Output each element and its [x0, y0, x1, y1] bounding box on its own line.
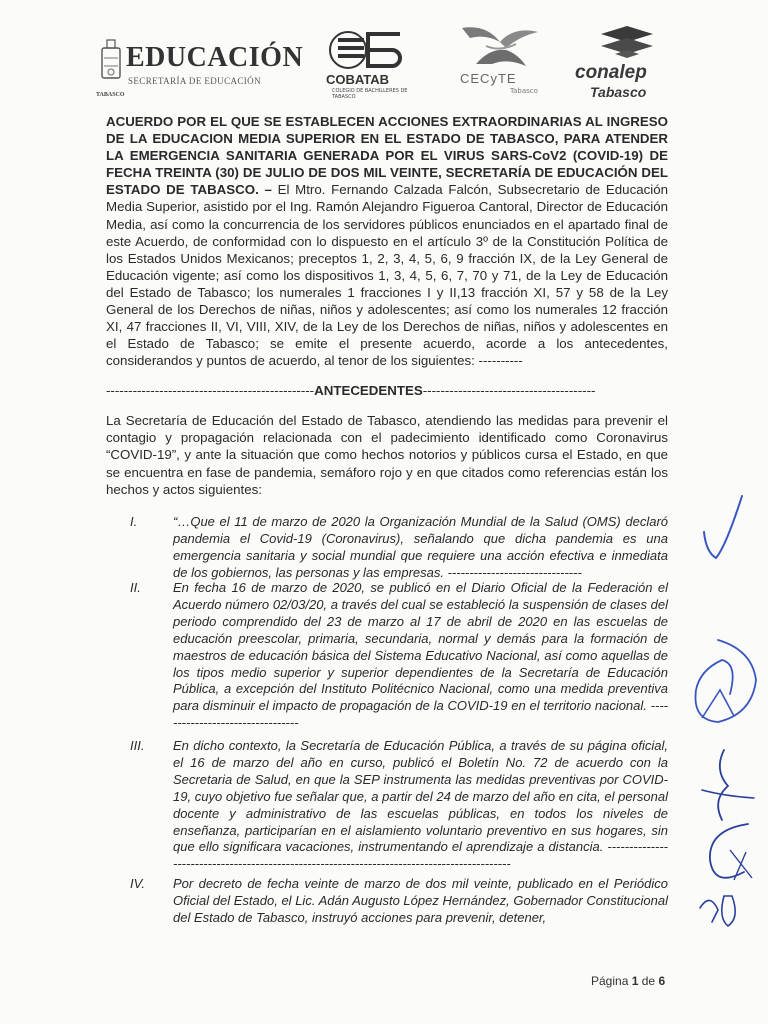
- cecyte-name: CECyTE: [460, 71, 517, 86]
- intro-paragraph: [106, 113, 668, 369]
- item-text: En fecha 16 de marzo de 2020, se publicó en el Diario Oficial de la Federación el Acuerdo número 02/03/20, a través del cual se estableció la suspensión de clases del periodo comprendido del 23 de marzo al 17 de abril de 2020 en las escuelas de educación preescolar, primaria, secundaria, normal y demás para la formación de maestros de educación básica del Sistema Educativo Nacional, así como aquellas de los tipos medio superior y superior dependientes de la Secretaría de Educación Pública, a excepción del Instituto Politécnico Nacional, como una medida preventiva para disminuir el impacto de propagación de la COVID-19 en el territorio nacional. ---------------------------------: [173, 580, 668, 731]
- signature-initials-top: [696, 488, 756, 568]
- signature-mid: [672, 630, 768, 730]
- conalep-name: conalep: [575, 62, 647, 83]
- item-text: Por decreto de fecha veinte de marzo de dos mil veinte, publicado en el Periódico Oficial del Estado, el Lic. Adán Augusto López Hernández, Gobernador Constitucional del Estado de Tabasco, instruyó acciones para prevenir, detener,: [173, 876, 668, 925]
- cobatab-logo: [324, 30, 408, 102]
- item-numeral: I.: [130, 514, 138, 529]
- educacion-state: TABASCO: [96, 92, 125, 98]
- tabasco-shield-icon: [100, 38, 122, 84]
- cobatab-tagline: COLEGIO DE BACHILLERES DE TABASCO: [332, 88, 408, 100]
- conalep-logo: [571, 24, 686, 106]
- item-numeral: III.: [130, 738, 145, 753]
- cobatab-name: COBATAB: [326, 72, 390, 87]
- intro-body: El Mtro. Fernando Calzada Falcón, Subsecretario de Educación Media Superior, asistido por el Ing. Ramón Alejandro Figueroa Cantoral, Director de Educación Media, así como la concurrencia de los servidores públicos enunciados en el apartado final de este Acuerdo, de conformidad con lo dispuesto en el artículo 3º de la Constitución Política de los Estados Unidos Mexicanos; preceptos 1, 2, 3, 4, 5, 6, 9 fracción IX, de la Ley General de Educación vigente; así como los dispositivos 1, 3, 4, 5, 6, 7, 70 y 71, de la Ley de Educación del Estado de Tabasco; los numerales 1 fracciones I y II,13 fracción XI, 57 y 58 de la Ley General de los Derechos de niñas, niños y adolescentes; así como los numerales 12 fracción XI, 47 fracciones II, VI, VIII, XIV, de la Ley de los Derechos de niñas, niños y adolescentes en el Estado de Tabasco; se emite el presente acuerdo, acorde a los antecedentes, considerandos y puntos de acuerdo, al tenor de los siguientes: ----------: [106, 182, 669, 369]
- signature-lower: [694, 740, 768, 930]
- educacion-subtitle: SECRETARÍA DE EDUCACIÓN: [128, 76, 261, 86]
- cobatab-emblem-icon: [324, 30, 408, 72]
- page-number-prefix: Página: [591, 974, 629, 988]
- educacion-logo: [96, 34, 304, 104]
- page-number: [591, 974, 665, 988]
- conalep-emblem-icon: [571, 24, 686, 62]
- cecyte-subtitle: Tabasco: [510, 87, 538, 95]
- section-dashes-left: -----------------------------------------------: [106, 383, 315, 398]
- document-title: ACUERDO POR EL QUE SE ESTABLECEN ACCIONES EXTRAORDINARIAS AL INGRESO DE LA EDUCACION MEDIA SUPERIOR EN EL ESTADO DE TABASCO, PARA ATENDER LA EMERGENCIA SANITARIA GENERADA POR EL VIRUS SARS-CoV2 (COVID-19) DE FECHA TREINTA (30) DE JULIO DE DOS MIL VEINTE, SECRETARÍA DE EDUCACIÓN DEL ESTADO DE TABASCO. –: [106, 114, 668, 198]
- cecyte-emblem-icon: [456, 24, 546, 72]
- section-title: ANTECEDENTES: [314, 383, 423, 398]
- page-current: 1: [631, 974, 639, 988]
- item-numeral: IV.: [130, 876, 145, 891]
- item-numeral: II.: [130, 580, 141, 595]
- section-heading: [106, 383, 668, 398]
- header-logos: [96, 24, 686, 106]
- item-text: “…Que el 11 de marzo de 2020 la Organización Mundial de la Salud (OMS) declaró pandemia el Covid-19 (Coronavirus), señalando que dicha pandemia es una emergencia sanitaria y social mundial que requiere una acción efectiva e inmediata de los gobiernos, las personas y las empresas. -------------------------------: [173, 514, 668, 580]
- cecyte-logo: [456, 24, 546, 104]
- item-text: En dicho contexto, la Secretaría de Educación Pública, a través de su página oficial, el 16 de marzo del año en curso, publicó el Boletín No. 72 de acuerdo con la Secretaria de Salud, en que la SEP instrumenta las medidas preventivas por COVID-19, cuyo objetivo fue señalar que, a partir del 24 de marzo del año en cita, el personal docente y administrativo de las escuelas públicas, en todos los niveles de enseñanza, participarían en el aislamiento voluntario preventivo en sus hogares, sin que ello significara vacaciones, instrumentando el aprendizaje a distancia. --------------------------------------------------------------------------------------------: [173, 738, 668, 872]
- section-dashes-right: ---------------------------------------: [422, 383, 596, 398]
- page-total: 6: [658, 974, 666, 988]
- page-of: de: [641, 974, 656, 988]
- conalep-subtitle: Tabasco: [590, 84, 647, 100]
- antecedentes-intro: La Secretaría de Educación del Estado de Tabasco, atendiendo las medidas para prevenir el contagio y propagación relacionada con el padecimiento identificado como Coronavirus “COVID-19”, y ante la situación que como hechos notorios y públicos cursa el Estado, en que se encuentra en fase de pandemia, semáforo rojo y en que citados como referencias están los hechos y actos siguientes:: [106, 413, 668, 497]
- educacion-wordmark: EDUCACIÓN: [126, 42, 304, 73]
